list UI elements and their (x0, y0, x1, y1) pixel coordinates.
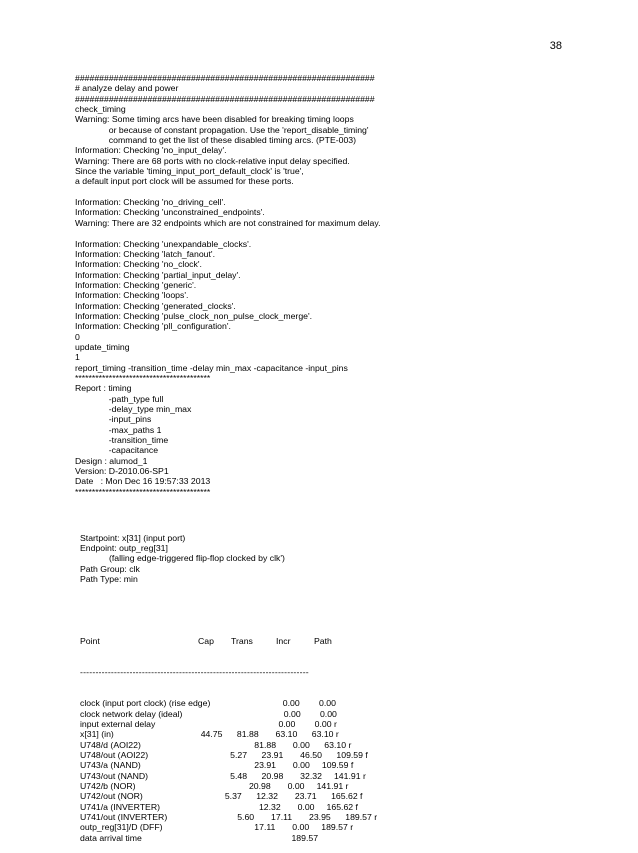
table-row: U748/d (AOI22) 81.88 0.00 63.10 r (80, 739, 352, 750)
report-line: check_timing (75, 104, 126, 115)
report-line: 1 (75, 352, 80, 363)
table-row: clock (input port clock) (rise edge) 0.00 0.00 (80, 698, 336, 709)
path-info-line: (falling edge-triggered flip-flop clocked by clk') (80, 553, 285, 564)
header-point: Point (80, 636, 100, 647)
report-line: -input_pins (75, 414, 152, 425)
report-line: Design : alumod_1 (75, 455, 148, 466)
header-path: Path (314, 636, 332, 647)
report-line: Information: Checking 'latch_fanout'. (75, 248, 215, 259)
report-line: -capacitance (75, 445, 159, 456)
table-row: U741/out (INVERTER) 5.60 17.11 23.95 189.57 r (80, 811, 378, 822)
table-row: U742/out (NOR) 5.37 12.32 23.71 165.62 f (80, 791, 363, 802)
path-info-line: Path Type: min (80, 574, 138, 585)
report-line: Information: Checking 'no_driving_cell'. (75, 197, 226, 208)
report-line: update_timing (75, 341, 130, 352)
table-row: data arrival time 189.57 (80, 832, 319, 843)
report-line: report_timing -transition_time -delay min_max -capacitance -input_pins (75, 362, 348, 373)
report-line: Warning: There are 32 endpoints which are not constrained for maximum delay. (75, 217, 381, 228)
table-row: x[31] (in) 44.75 81.88 63.10 63.10 r (80, 729, 339, 740)
report-line: Warning: Some timing arcs have been disabled for breaking timing loops (75, 114, 354, 125)
report-line: -max_paths 1 (75, 424, 162, 435)
table-body (80, 698, 600, 843)
table-row: U743/a (NAND) 23.91 0.00 109.59 f (80, 760, 354, 771)
table-row: outp_reg[31]/D (DFF) 17.11 0.00 189.57 r (80, 822, 354, 833)
report-line: Report : timing (75, 383, 132, 394)
report-line: Information: Checking 'no_input_delay'. (75, 145, 227, 156)
path-info-line: Endpoint: outp_reg[31] (80, 543, 168, 554)
report-line: -transition_time (75, 435, 169, 446)
report-line: Information: Checking 'pll_configuration'. (75, 321, 231, 332)
page-number: 38 (549, 40, 562, 52)
report-line: Since the variable 'timing_input_port_default_clock' is 'true', (75, 166, 304, 177)
report-line: ############################################################## (75, 73, 375, 83)
report-line: Information: Checking 'loops'. (75, 290, 189, 301)
path-info-line: Startpoint: x[31] (input port) (80, 532, 186, 543)
report-line: Information: Checking 'generated_clocks'. (75, 300, 236, 311)
report-line: **************************************** (75, 372, 211, 383)
timing-report-log (75, 73, 595, 497)
report-line: a default input port clock will be assumed for these ports. (75, 176, 294, 187)
table-header (80, 636, 600, 646)
report-line (75, 187, 595, 197)
table-row: U743/out (NAND) 5.48 20.98 32.32 141.91 r (80, 770, 366, 781)
timing-path-report (80, 512, 600, 853)
path-info-line: Path Group: clk (80, 563, 140, 574)
header-trans: Trans (231, 636, 253, 647)
report-line: ############################################################## (75, 93, 375, 104)
header-incr: Incr (276, 636, 291, 647)
report-line (75, 228, 595, 238)
report-line: 0 (75, 331, 80, 342)
table-row: clock network delay (ideal) 0.00 0.00 (80, 708, 337, 719)
report-line: Information: Checking 'unexpandable_clocks'. (75, 238, 252, 249)
report-line: Information: Checking 'pulse_clock_non_pulse_clock_merge'. (75, 310, 313, 321)
report-line: Version: D-2010.06-SP1 (75, 466, 169, 477)
table-rule: -------------------------------------------------------------------------- (80, 667, 309, 678)
blank-line (80, 605, 600, 615)
report-line: command to get the list of these disabled timing arcs. (PTE-003) (75, 135, 357, 146)
table-row: U742/b (NOR) 20.98 0.00 141.91 r (80, 780, 349, 791)
report-line: Information: Checking 'generic'. (75, 279, 197, 290)
report-line: -path_type full (75, 393, 164, 404)
report-line: or because of constant propagation. Use the 'report_disable_timing' (75, 124, 369, 135)
report-line: Information: Checking 'partial_input_delay'. (75, 269, 241, 280)
report-line: **************************************** (75, 486, 211, 497)
report-line: Warning: There are 68 ports with no clock-relative input delay specified. (75, 155, 350, 166)
report-line: Date : Mon Dec 16 19:57:33 2013 (75, 476, 211, 487)
report-line: Information: Checking 'unconstrained_endpoints'. (75, 207, 265, 218)
header-cap: Cap (198, 636, 214, 647)
table-row: U741/a (INVERTER) 12.32 0.00 165.62 f (80, 801, 358, 812)
report-line: Information: Checking 'no_clock'. (75, 259, 202, 270)
path-info (80, 533, 600, 585)
report-line: # analyze delay and power (75, 83, 179, 94)
report-line: -delay_type min_max (75, 404, 192, 414)
table-row: input external delay 0.00 0.00 r (80, 718, 337, 729)
table-row: U748/out (AOI22) 5.27 23.91 46.50 109.59 f (80, 749, 368, 760)
